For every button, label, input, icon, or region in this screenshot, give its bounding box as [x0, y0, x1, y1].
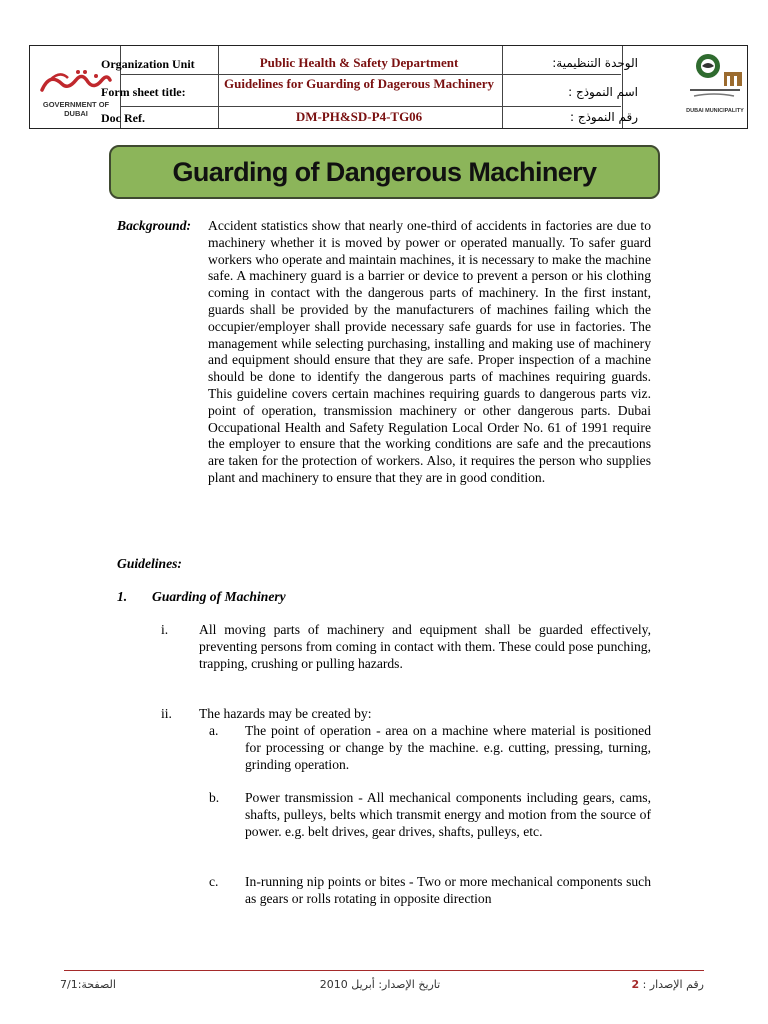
section-title: Guarding of Machinery	[152, 589, 286, 604]
footer-page: الصفحة:7/1	[60, 978, 116, 991]
dubai-municipality-logo	[684, 50, 746, 126]
page-title: Guarding of Dangerous Machinery	[172, 156, 597, 187]
footer-issue-label: رقم الإصدار :	[642, 978, 704, 991]
section-number: 1.	[117, 589, 128, 604]
item-text: All moving parts of machinery and equipment shall be guarded effectively, preventing persons from coming in contact with them. These could pose punching, trapping, crushing or pulling hazards.	[199, 622, 651, 671]
subitem-marker: b.	[209, 790, 220, 805]
background-text: Accident statistics show that nearly one-third of accidents in factories are due to machinery whether it is moved by power or operated manually. To safer guard workers who operate and maintain machines, it is necessary to make the machine safe. A machinery guard is a barrier or device to prevent a person or his clothing coming in contact with the dangerous parts of machinery. In the first instant, guards shall be provided by the manufacturers of machines failing which the occupier/employer shall provide necessary safe guards for use in factories. The management while selecting purchasing, installing and making use of machinery and equipment should ensure that they are safe. Proper inspection of a machine should be done to identify the dangerous parts of machines requiring guards. This guideline covers certain machines requiring guards to dangerous parts viz. point of operation, transmission machinery or other dangerous parts. Dubai Occupational Health and Safety Regulation Local Order No. 61 of 1991 require the employer to ensure that the working conditions are safe and the precautions are taken for the protection of workers. Also, it requires the person who supplies plant and machinery to ensure that they are in good condition.	[208, 218, 651, 485]
title-banner	[109, 145, 660, 199]
footer-divider	[64, 970, 704, 971]
subitem-text: In-running nip points or bites - Two or more mechanical components such as gears or rolls rotating in opposite direction	[245, 874, 651, 906]
org-unit-label: Organization Unit	[101, 57, 195, 71]
form-title-value: Guidelines for Guarding of Dagerous Machinery	[224, 76, 494, 91]
form-title-label: Form sheet title:	[101, 85, 186, 99]
form-title-arabic: اسم النموذج :	[568, 85, 638, 99]
guidelines-heading: Guidelines:	[117, 556, 182, 571]
subitem-text: Power transmission - All mechanical components including gears, cams, shafts, pulleys, belts which transmit energy and motion from the source of power. e.g. belt drives, gear drives, shafts, pulleys, etc.	[245, 790, 651, 839]
background-label: Background:	[117, 218, 192, 233]
doc-ref-value: DM-PH&SD-P4-TG06	[295, 109, 423, 124]
item-marker: i.	[161, 622, 169, 637]
org-unit-value: Public Health & Safety Department	[259, 55, 459, 70]
left-logo-text: GOVERNMENT OF DUBAI	[42, 100, 110, 118]
right-logo-text: DUBAI MUNICIPALITY	[686, 108, 744, 114]
doc-ref-arabic: رقم النموذج :	[569, 110, 638, 124]
subitem-marker: c.	[209, 874, 219, 889]
doc-ref-label: Doc Ref.	[101, 111, 145, 125]
footer-issue-value: 2	[631, 978, 640, 991]
header-row-divider	[120, 106, 621, 107]
subitem-marker: a.	[209, 723, 219, 738]
item-marker: ii.	[161, 706, 172, 721]
header-row-divider	[120, 74, 621, 75]
item-text: The hazards may be created by:	[199, 706, 372, 721]
org-unit-arabic: الوحدة التنظيمية:	[552, 56, 638, 70]
footer-issue-date: تاريخ الإصدار: أبريل 2010	[319, 978, 441, 991]
footer-issue-number	[600, 978, 704, 991]
subitem-text: The point of operation - area on a machine where material is positioned for processing or change by the machine. e.g. cutting, pressing, turning, grinding operation.	[245, 723, 651, 772]
